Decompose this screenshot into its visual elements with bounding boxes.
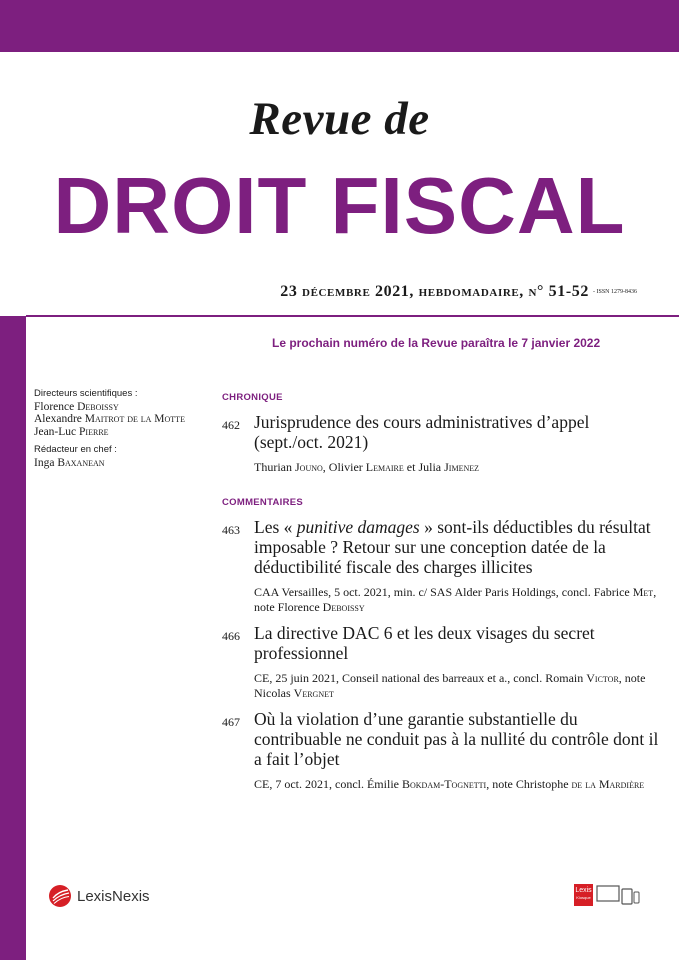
issue-label: 23 décembre 2021, hebdomadaire, n° 51-52 <box>280 283 589 300</box>
entry-authors: Thurian Jouno, Olivier Lemaire et Julia Jimenez <box>254 460 480 474</box>
left-color-band <box>0 316 26 960</box>
next-issue-announcement: Le prochain numéro de la Revue paraîtra le 7 janvier 2022 <box>272 336 601 350</box>
director-name: Alexandre Maitrot de la Motte <box>34 413 185 425</box>
entry-reference: CE, 25 juin 2021, Conseil national des barreaux et a., concl. Romain Victor, note Nicolas Vergnet <box>254 671 646 700</box>
chief-editor-name: Inga Baxanean <box>34 456 105 469</box>
section-heading-commentaires: COMMENTAIRES <box>222 497 304 508</box>
issue-info <box>280 283 637 301</box>
directors-label: Directeurs scientifiques : <box>34 388 138 399</box>
toc-entry-462[interactable] <box>222 412 662 475</box>
entry-number: 467 <box>222 715 240 729</box>
director-name: Jean-Luc Pierre <box>34 425 109 438</box>
entry-title: Jurisprudence des cours administratives d’appel (sept./oct. 2021) <box>254 412 590 452</box>
section-heading-chronique: CHRONIQUE <box>222 392 283 403</box>
entry-title: Les « punitive damages » sont-ils déductibles du résultat imposable ? Retour sur une conception datée de la déductibilité fiscale des charges illicites <box>254 517 651 577</box>
table-of-contents <box>222 392 662 800</box>
toc-entry-463[interactable] <box>222 517 662 615</box>
entry-number: 463 <box>222 523 240 537</box>
entry-title: Où la violation d’une garantie substantielle du contribuable ne conduit pas à la nullité du contrôle dont il a fait l’objet <box>254 709 659 769</box>
entry-number: 462 <box>222 418 240 432</box>
chief-editor-label: Rédacteur en chef : <box>34 444 117 455</box>
entry-reference: CAA Versailles, 5 oct. 2021, min. c/ SAS Alder Paris Holdings, concl. Fabrice Met, note Florence Deboissy <box>254 585 657 614</box>
entry-number: 466 <box>222 629 240 643</box>
entry-reference: CE, 7 oct. 2021, concl. Émilie Bokdam-Tognetti, note Christophe de la Mardière <box>254 777 645 791</box>
lexisnexis-emblem-icon <box>48 884 72 908</box>
masthead-title-line1: Revue de <box>249 93 430 145</box>
entry-title: La directive DAC 6 et les deux visages du secret professionnel <box>254 623 595 663</box>
header-divider <box>26 315 679 317</box>
lexisnexis-wordmark: LexisNexis <box>77 887 150 905</box>
toc-entry-467[interactable] <box>222 709 662 792</box>
director-name: Florence Deboissy <box>34 400 119 413</box>
issn: - ISSN 1279-8436 <box>592 289 637 296</box>
lexisnexis-logo <box>48 884 150 908</box>
devices-icon <box>596 884 640 906</box>
lexis-kiosque-logo: Lexis Kiosque <box>574 884 593 906</box>
toc-entry-466[interactable] <box>222 623 662 701</box>
masthead-title-line2: DROIT FISCAL <box>53 161 626 250</box>
top-color-band <box>0 0 679 52</box>
editorial-board <box>34 388 185 469</box>
